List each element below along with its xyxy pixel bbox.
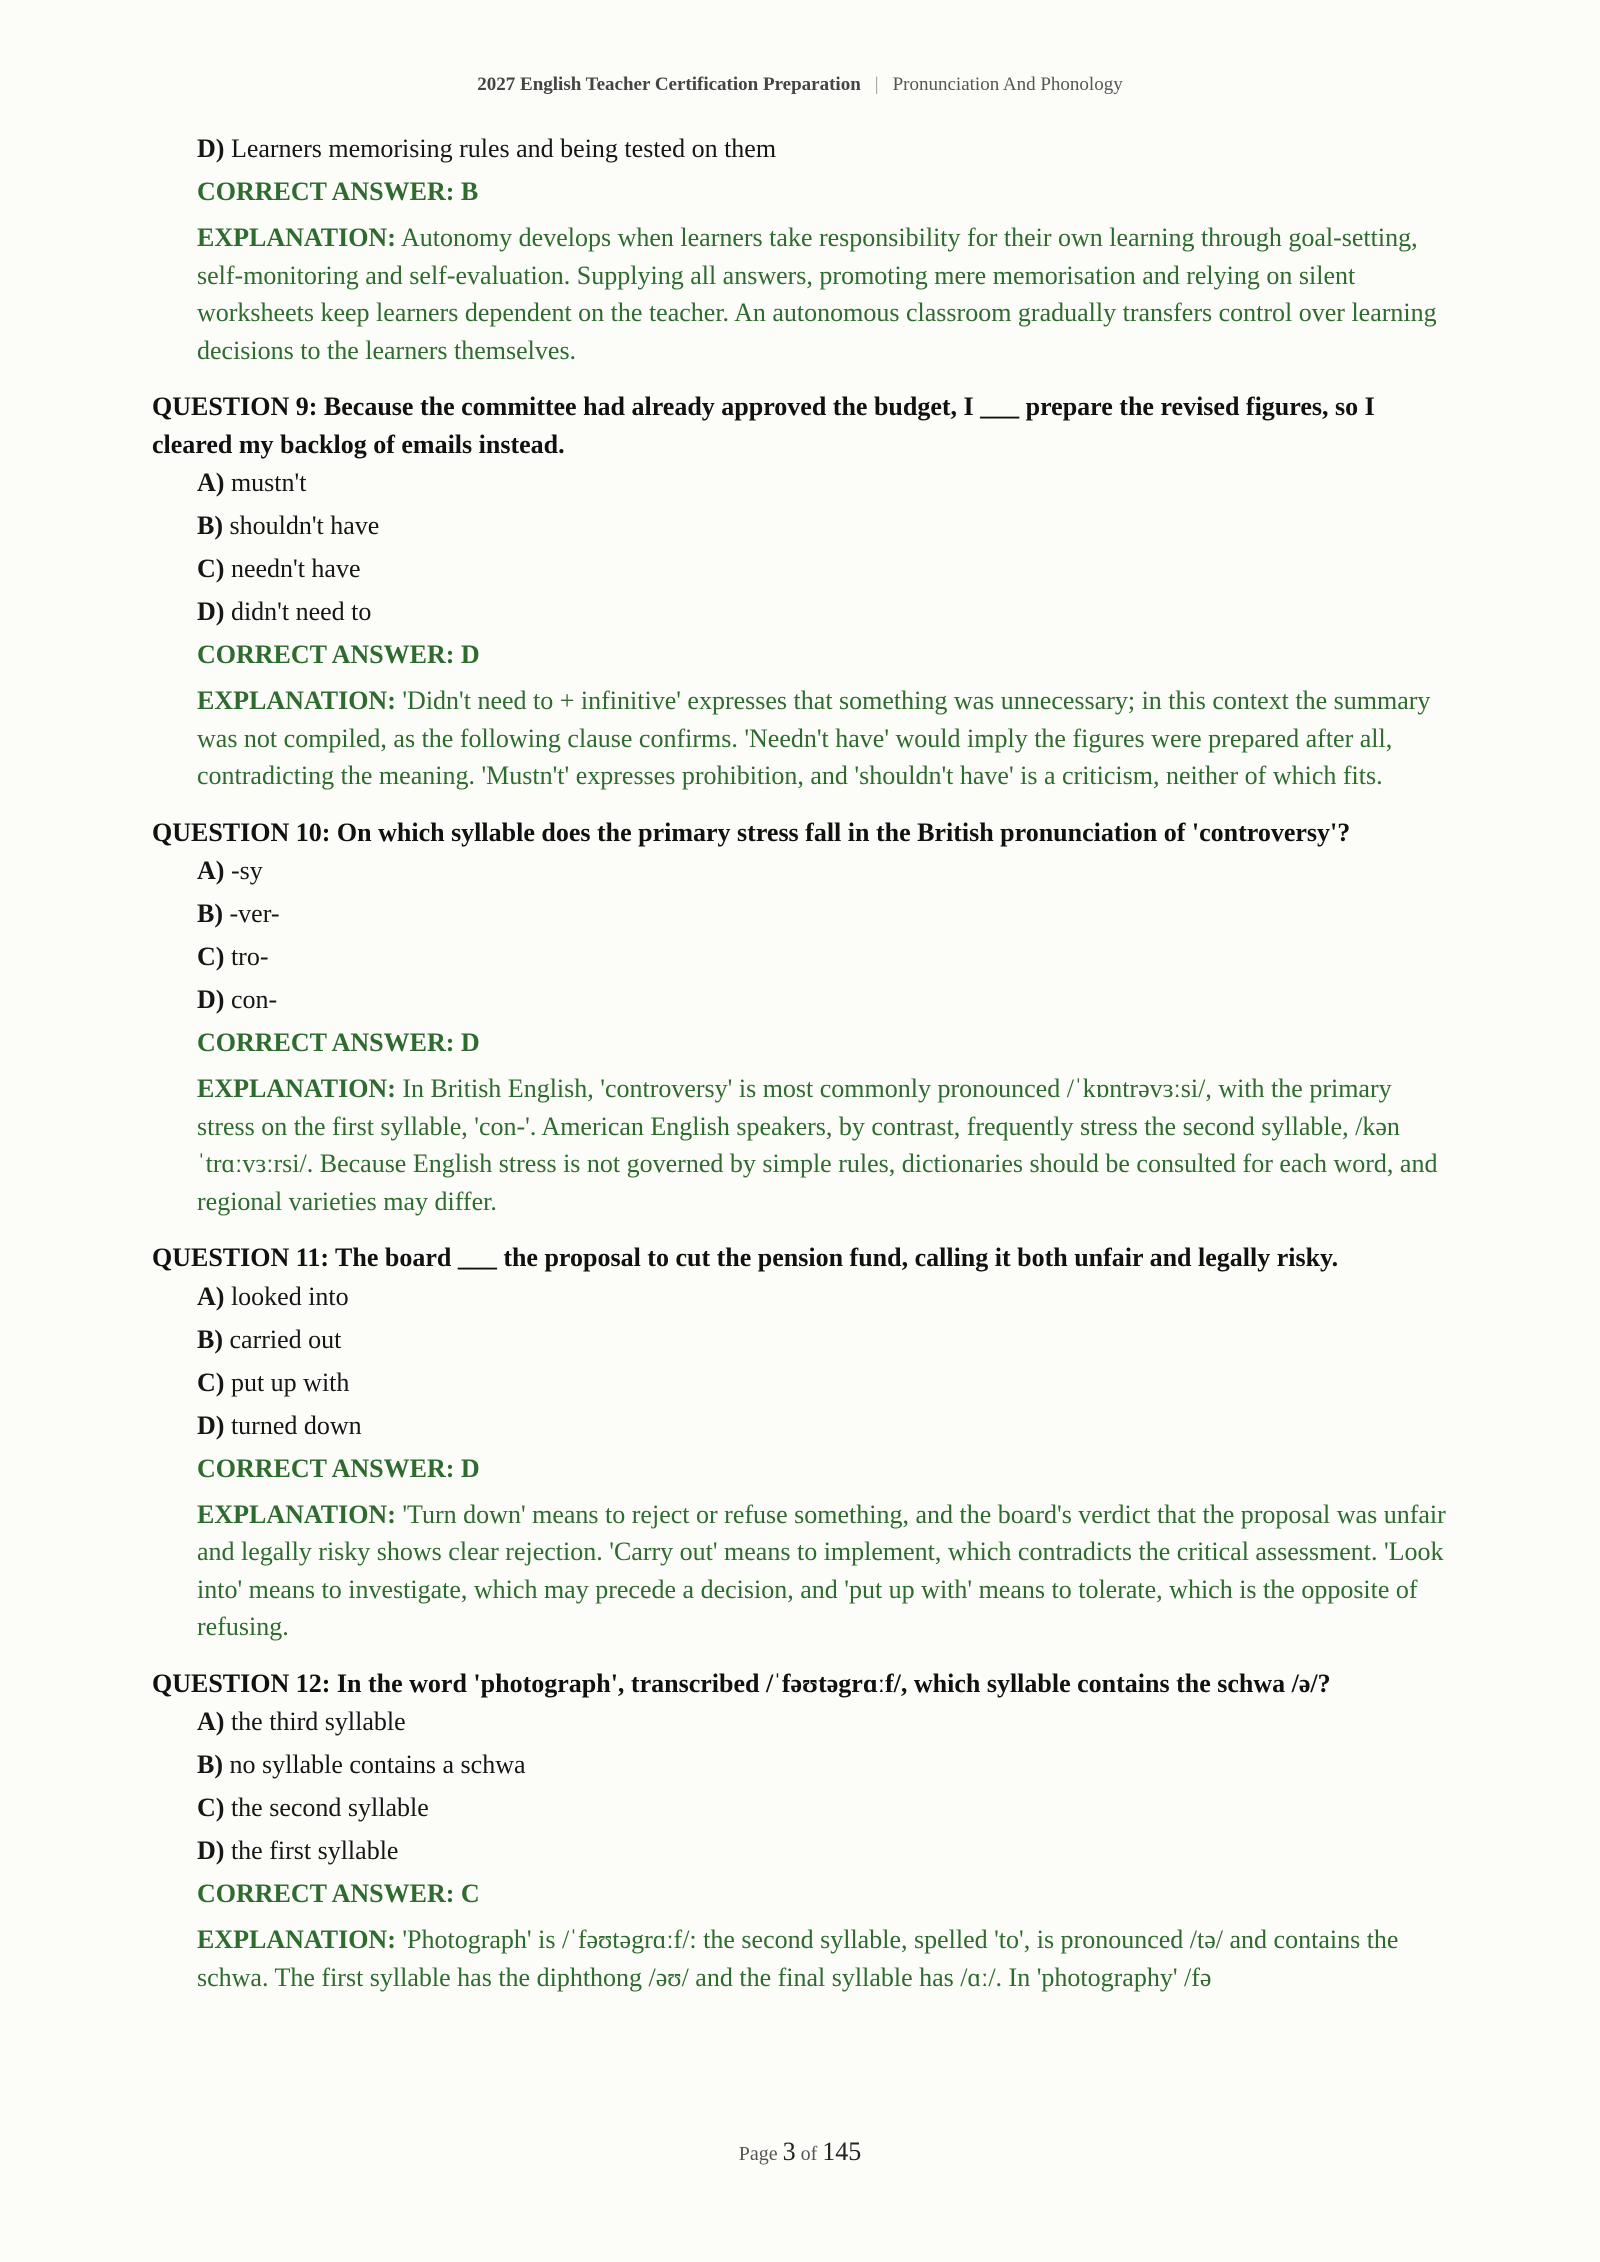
option-letter: C): [197, 554, 225, 583]
explanation-label: EXPLANATION:: [197, 686, 396, 715]
question-block-12: [152, 1665, 1452, 1997]
running-header: [0, 74, 1600, 96]
option-letter: B): [197, 1750, 223, 1779]
explanation-text: Autonomy develops when learners take responsibility for their own learning through goal-setting, self-monitoring and self-evaluation. Supplying all answers, promoting mere memorisation and relying on silent worksheets keep learners dependent on the teacher. An autonomous classroom gradually transfers control over learning decisions to the learners themselves.: [197, 223, 1437, 365]
page-number: 3: [782, 2137, 796, 2166]
question-text: QUESTION 10: On which syllable does the primary stress fall in the British pronunciation of 'controversy'?: [152, 817, 1351, 847]
option-letter: A): [197, 856, 225, 885]
explanation-text: 'Photograph' is /ˈfəʊtəgrɑːf/: the second syllable, spelled 'to', is pronounced /tə/ and contains the schwa. The first syllable has the diphthong /əʊ/ and the final syllable has /ɑː/. In 'photography' /fə: [197, 1925, 1399, 1992]
of-word: of: [800, 2143, 818, 2165]
option-text: Learners memorising rules and being tested on them: [230, 134, 777, 163]
option-letter: C): [197, 942, 225, 971]
option-d: [197, 985, 1452, 1015]
correct-answer: CORRECT ANSWER: D: [197, 640, 480, 669]
explanation-label: EXPLANATION:: [197, 223, 396, 252]
option-letter: A): [197, 468, 225, 497]
total-pages: 145: [822, 2137, 862, 2166]
option-text: turned down: [230, 1410, 362, 1440]
page-word: Page: [738, 2143, 778, 2165]
question-text: QUESTION 12: In the word 'photograph', transcribed /ˈfəʊtəgrɑːf/, which syllable contains the schwa /ə/?: [152, 1668, 1331, 1698]
option-text: needn't have: [230, 554, 361, 583]
question-body: [197, 856, 1452, 1220]
option-letter: D): [197, 1836, 225, 1865]
question-block-11: [152, 1239, 1452, 1646]
option-a: [197, 1282, 1452, 1312]
option-text: no syllable contains a schwa: [229, 1750, 526, 1779]
option-text: the first syllable: [230, 1836, 399, 1865]
option-letter: B): [197, 1324, 223, 1354]
option-c: [197, 1793, 1452, 1823]
option-letter: D): [197, 985, 225, 1014]
option-b: [197, 1750, 1452, 1780]
option-text: shouldn't have: [229, 511, 380, 540]
option-text: tro-: [230, 942, 269, 971]
option-b: [197, 511, 1452, 541]
correct-answer: CORRECT ANSWER: C: [197, 1879, 480, 1908]
question-block-9: [152, 388, 1452, 795]
explanation-label: EXPLANATION:: [197, 1074, 396, 1103]
correct-answer: CORRECT ANSWER: B: [197, 177, 479, 206]
question-body: [197, 1282, 1452, 1646]
question-block-10: [152, 814, 1452, 1221]
explanation: [197, 219, 1452, 369]
option-letter: D): [197, 597, 225, 626]
option-text: mustn't: [230, 468, 307, 497]
explanation-text: 'Didn't need to + infinitive' expresses that something was unnecessary; in this context the summary was not compiled, as the following clause confirms. 'Needn't have' would imply the figures were prepared after all, contradicting the meaning. 'Mustn't' expresses prohibition, and 'shouldn't have' is a criticism, neither of which fits.: [197, 686, 1431, 790]
option-text: -sy: [230, 856, 263, 885]
option-letter: C): [197, 1367, 225, 1397]
option-b: [197, 1325, 1452, 1355]
header-section: Pronunciation And Phonology: [892, 74, 1123, 95]
explanation-text: 'Turn down' means to reject or refuse something, and the board's verdict that the proposal was unfair and legally risky shows clear rejection. 'Carry out' means to implement, which contradicts the critical assessment. 'Look into' means to investigate, which may precede a decision, and 'put up with' means to tolerate, which is the opposite of refusing.: [197, 1499, 1446, 1641]
question-text: QUESTION 11: The board ___ the proposal to cut the pension fund, calling it both unfair and legally risky.: [152, 1243, 1339, 1272]
option-d: [197, 134, 1452, 164]
option-d: [197, 597, 1452, 627]
option-letter: B): [197, 511, 223, 540]
header-separator: |: [874, 74, 879, 95]
content: [152, 134, 1452, 2015]
option-letter: A): [197, 1707, 225, 1736]
explanation: [197, 1496, 1452, 1646]
option-text: put up with: [230, 1367, 350, 1397]
option-letter: A): [197, 1281, 225, 1311]
question-body: [197, 468, 1452, 795]
option-text: -ver-: [229, 899, 280, 928]
header-title: 2027 English Teacher Certification Preparation: [477, 74, 861, 95]
explanation-label: EXPLANATION:: [197, 1499, 396, 1529]
explanation-label: EXPLANATION:: [197, 1925, 396, 1954]
option-text: the third syllable: [230, 1707, 406, 1736]
option-text: didn't need to: [230, 597, 372, 626]
correct-answer: CORRECT ANSWER: D: [197, 1028, 480, 1057]
option-a: [197, 1707, 1452, 1737]
page-footer: [0, 2137, 1600, 2167]
option-a: [197, 856, 1452, 886]
option-d: [197, 1411, 1452, 1441]
option-text: the second syllable: [230, 1793, 429, 1822]
option-text: carried out: [229, 1324, 342, 1354]
option-letter: B): [197, 899, 223, 928]
question-body: [197, 1707, 1452, 1996]
option-text: con-: [230, 985, 278, 1014]
explanation: [197, 1070, 1452, 1220]
question-text: QUESTION 9: Because the committee had already approved the budget, I ___ prepare the revised figures, so I cleared my backlog of emails instead.: [152, 392, 1375, 459]
option-letter: C): [197, 1793, 225, 1822]
option-letter: D): [197, 134, 225, 163]
option-c: [197, 554, 1452, 584]
option-c: [197, 1368, 1452, 1398]
option-b: [197, 899, 1452, 929]
option-text: looked into: [230, 1281, 349, 1311]
explanation: [197, 682, 1452, 795]
previous-question-tail: [197, 134, 1452, 369]
explanation-text: In British English, 'controversy' is most commonly pronounced /ˈkɒntrəvɜːsi/, with the primary stress on the first syllable, 'con-'. American English speakers, by contrast, frequently stress the second syllable, /kənˈtrɑːvɜːrsi/. Because English stress is not governed by simple rules, dictionaries should be consulted for each word, and regional varieties may differ.: [197, 1074, 1438, 1216]
option-c: [197, 942, 1452, 972]
option-a: [197, 468, 1452, 498]
correct-answer: CORRECT ANSWER: D: [197, 1453, 480, 1483]
explanation: [197, 1921, 1452, 1996]
option-d: [197, 1836, 1452, 1866]
option-letter: D): [197, 1410, 225, 1440]
